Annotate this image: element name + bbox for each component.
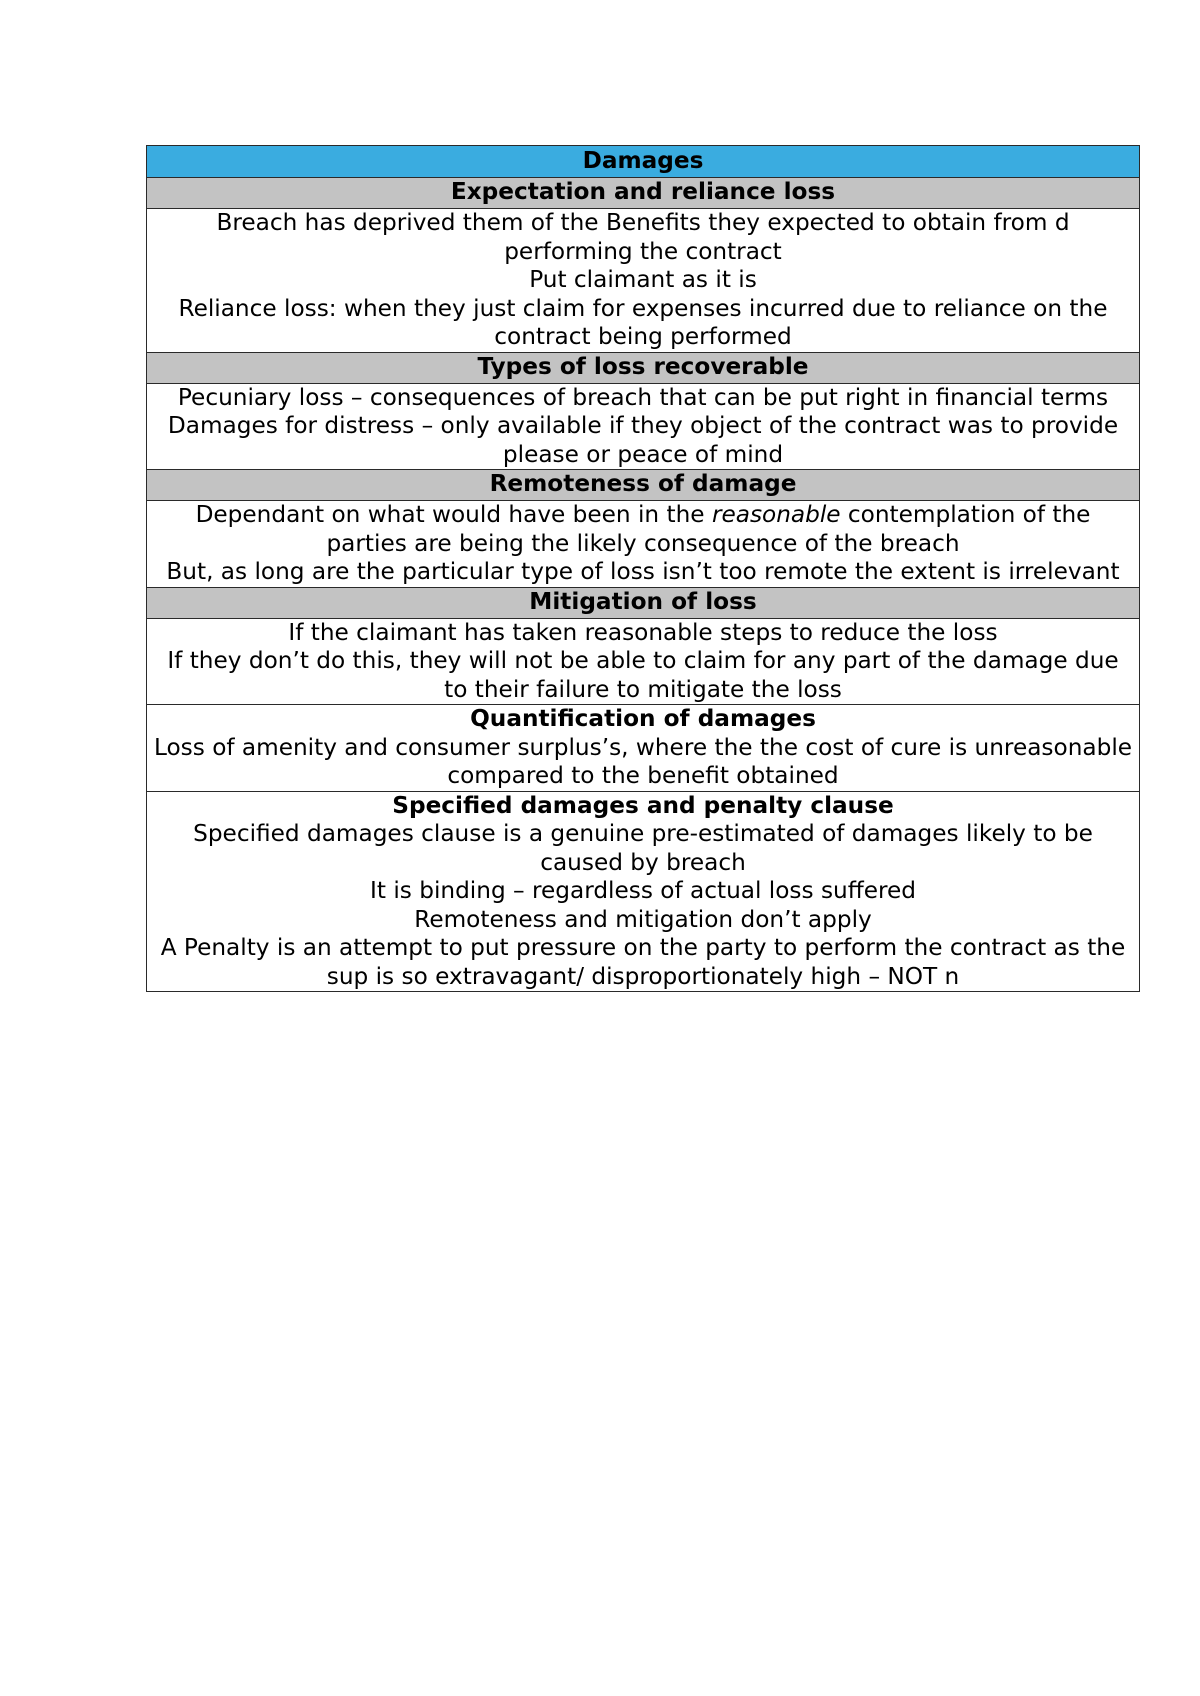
section-body-row	[147, 383, 1140, 470]
body-line: Breach has deprived them of the Benefits they expected to obtain from d performing the contract	[216, 209, 1070, 265]
section-specified-damages	[147, 791, 1140, 992]
section-heading-row	[147, 470, 1140, 501]
body-text: contemplation of the parties are being the likely consequence of the breach	[326, 501, 1091, 557]
section-heading-quantification: Quantification of damages	[470, 705, 816, 732]
section-row	[147, 705, 1140, 792]
section-heading-row	[147, 178, 1140, 209]
section-heading-row	[147, 352, 1140, 383]
section-body-row	[147, 618, 1140, 705]
section-body-row	[147, 209, 1140, 353]
section-body-types-of-loss	[147, 383, 1140, 470]
body-line: It is binding – regardless of actual loss suffered	[370, 877, 916, 904]
body-line: But, as long are the particular type of loss isn’t too remote the extent is irrelevant	[166, 558, 1120, 585]
body-line: If they don’t do this, they will not be able to claim for any part of the damage due to their failure to mitigate the loss	[167, 647, 1119, 703]
section-heading-remoteness: Remoteness of damage	[147, 470, 1140, 501]
body-line: Damages for distress – only available if they object of the contract was to provide please or peace of mind	[167, 412, 1119, 468]
body-line: A Penalty is an attempt to put pressure on the party to perform the contract as the sup is so extravagant/ disproportionately high – NOT n	[160, 934, 1126, 990]
body-line: Reliance loss: when they just claim for expenses incurred due to reliance on the contract being performed	[178, 294, 1108, 350]
body-line: Specified damages clause is a genuine pre-estimated of damages likely to be caused by breach	[193, 820, 1093, 876]
table-title-row	[147, 146, 1140, 178]
table-title: Damages	[147, 146, 1140, 178]
section-body-mitigation	[147, 618, 1140, 705]
section-heading-expectation: Expectation and reliance loss	[147, 178, 1140, 209]
section-heading-types-of-loss: Types of loss recoverable	[147, 352, 1140, 383]
emphasis-text: reasonable	[711, 501, 841, 528]
section-heading-specified-damages: Specified damages and penalty clause	[392, 791, 894, 819]
section-body-remoteness	[147, 501, 1140, 588]
section-heading-row	[147, 587, 1140, 618]
body-text: Dependant on what would have been in the	[195, 501, 712, 528]
body-line: Pecuniary loss – consequences of breach that can be put right in financial terms	[177, 383, 1109, 411]
body-line: Loss of amenity and consumer surplus’s, where the the cost of cure is unreasonable compared to the benefit obtained	[153, 733, 1133, 789]
body-line: If the claimant has taken reasonable steps to reduce the loss	[288, 618, 998, 646]
body-line: Remoteness and mitigation don’t apply	[414, 905, 872, 933]
section-quantification	[147, 705, 1140, 792]
section-body-row	[147, 501, 1140, 588]
section-body-expectation	[147, 209, 1140, 353]
body-line: Put claimant as it is	[529, 266, 757, 293]
body-line	[153, 501, 1133, 558]
section-row	[147, 791, 1140, 992]
damages-table	[146, 145, 1140, 992]
section-heading-mitigation: Mitigation of loss	[147, 587, 1140, 618]
